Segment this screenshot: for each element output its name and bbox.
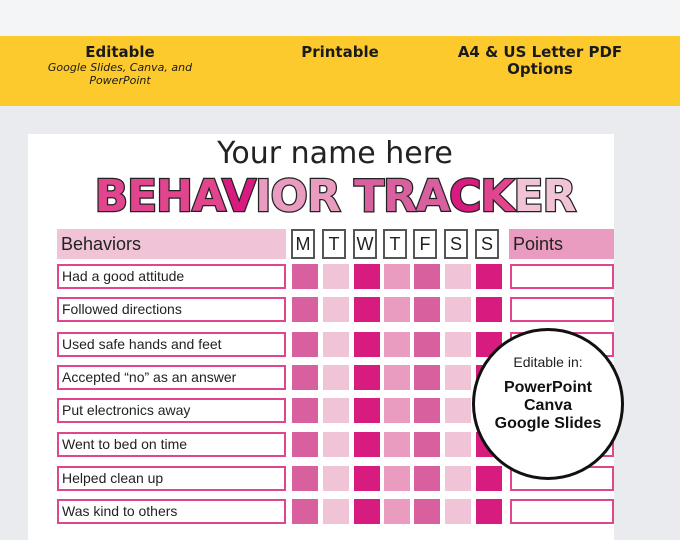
tracker-cell[interactable]: [414, 297, 440, 322]
tracker-cell[interactable]: [414, 332, 440, 357]
tracker-cell[interactable]: [292, 264, 318, 289]
tracker-cell[interactable]: [292, 432, 318, 457]
badge-app-powerpoint: PowerPoint: [503, 379, 592, 396]
tracker-cell[interactable]: [384, 365, 410, 390]
feature-title: Editable: [85, 43, 155, 61]
tracker-cell[interactable]: [354, 332, 380, 357]
tracker-cell[interactable]: [384, 432, 410, 457]
tracker-cell[interactable]: [292, 365, 318, 390]
behavior-label: Followed directions: [57, 297, 286, 322]
tracker-cell[interactable]: [384, 332, 410, 357]
tracker-cell[interactable]: [354, 365, 380, 390]
points-box[interactable]: [510, 264, 614, 289]
tracker-cell[interactable]: [384, 398, 410, 423]
tracker-cell[interactable]: [445, 398, 471, 423]
tracker-cell[interactable]: [476, 297, 502, 322]
day-header: F: [413, 229, 437, 259]
points-box[interactable]: [510, 297, 614, 322]
day-header: M: [291, 229, 315, 259]
tracker-cell[interactable]: [445, 297, 471, 322]
behavior-label: Had a good attitude: [57, 264, 286, 289]
title-segment: BEHA: [94, 171, 223, 222]
behavior-label: Put electronics away: [57, 398, 286, 423]
tracker-cell[interactable]: [445, 466, 471, 491]
day-header: S: [475, 229, 499, 259]
tracker-cell[interactable]: [414, 264, 440, 289]
tracker-cell[interactable]: [354, 432, 380, 457]
tracker-cell[interactable]: [445, 332, 471, 357]
tracker-cell[interactable]: [414, 398, 440, 423]
behaviors-header: Behaviors: [57, 229, 286, 259]
tracker-cell[interactable]: [354, 398, 380, 423]
behavior-label: Went to bed on time: [57, 432, 286, 457]
title-segment: TRA: [354, 171, 450, 222]
feature-editable: [20, 44, 220, 87]
badge-app-canva: Canva: [523, 397, 573, 414]
tracker-cell[interactable]: [323, 264, 349, 289]
tracker-cell[interactable]: [354, 466, 380, 491]
tracker-cell[interactable]: [292, 466, 318, 491]
tracker-cell[interactable]: [354, 264, 380, 289]
tracker-cell[interactable]: [323, 297, 349, 322]
tracker-cell[interactable]: [323, 499, 349, 524]
tracker-cell[interactable]: [414, 499, 440, 524]
day-header: W: [353, 229, 377, 259]
feature-title: Printable: [301, 43, 379, 61]
badge-app-google-slides: Google Slides: [494, 415, 602, 432]
tracker-cell[interactable]: [323, 398, 349, 423]
tracker-cell[interactable]: [384, 297, 410, 322]
tracker-cell[interactable]: [445, 365, 471, 390]
tracker-cell[interactable]: [445, 499, 471, 524]
points-header: Points: [509, 229, 614, 259]
feature-banner: [0, 36, 680, 106]
day-header: S: [444, 229, 468, 259]
tracker-cell[interactable]: [476, 264, 502, 289]
tracker-cell[interactable]: [445, 264, 471, 289]
title-segment: C: [449, 171, 481, 222]
tracker-cell[interactable]: [354, 499, 380, 524]
tracker-cell[interactable]: [476, 466, 502, 491]
tracker-cell[interactable]: [292, 297, 318, 322]
tracker-cell[interactable]: [476, 499, 502, 524]
background-top: [0, 0, 680, 36]
tracker-cell[interactable]: [292, 398, 318, 423]
tracker-cell[interactable]: [323, 365, 349, 390]
feature-formats: [450, 44, 630, 78]
tracker-cell[interactable]: [292, 499, 318, 524]
title-segment: K: [480, 171, 514, 222]
tracker-cell[interactable]: [384, 264, 410, 289]
points-box[interactable]: [510, 499, 614, 524]
tracker-cell[interactable]: [384, 499, 410, 524]
name-placeholder: Your name here: [217, 136, 453, 171]
badge-label: Editable in:: [513, 354, 583, 370]
editable-badge: [472, 328, 624, 480]
tracker-cell[interactable]: [445, 432, 471, 457]
title-segment: V: [222, 171, 256, 222]
tracker-cell[interactable]: [323, 466, 349, 491]
tracker-cell[interactable]: [292, 332, 318, 357]
tracker-cell[interactable]: [384, 466, 410, 491]
day-header: T: [322, 229, 346, 259]
tracker-cell[interactable]: [414, 365, 440, 390]
tracker-cell[interactable]: [414, 466, 440, 491]
day-header: T: [383, 229, 407, 259]
feature-printable: [270, 44, 410, 61]
tracker-cell[interactable]: [323, 332, 349, 357]
tracker-title: [55, 172, 615, 222]
feature-title: A4 & US Letter PDF Options: [457, 43, 623, 78]
behavior-label: Used safe hands and feet: [57, 332, 286, 357]
behavior-label: Was kind to others: [57, 499, 286, 524]
behavior-label: Helped clean up: [57, 466, 286, 491]
feature-subtitle: Google Slides, Canva, and PowerPoint: [47, 61, 193, 87]
behavior-label: Accepted “no” as an answer: [57, 365, 286, 390]
tracker-cell[interactable]: [414, 432, 440, 457]
tracker-cell[interactable]: [354, 297, 380, 322]
tracker-cell[interactable]: [323, 432, 349, 457]
title-segment: ER: [513, 171, 576, 222]
title-segment: IOR: [255, 171, 355, 222]
